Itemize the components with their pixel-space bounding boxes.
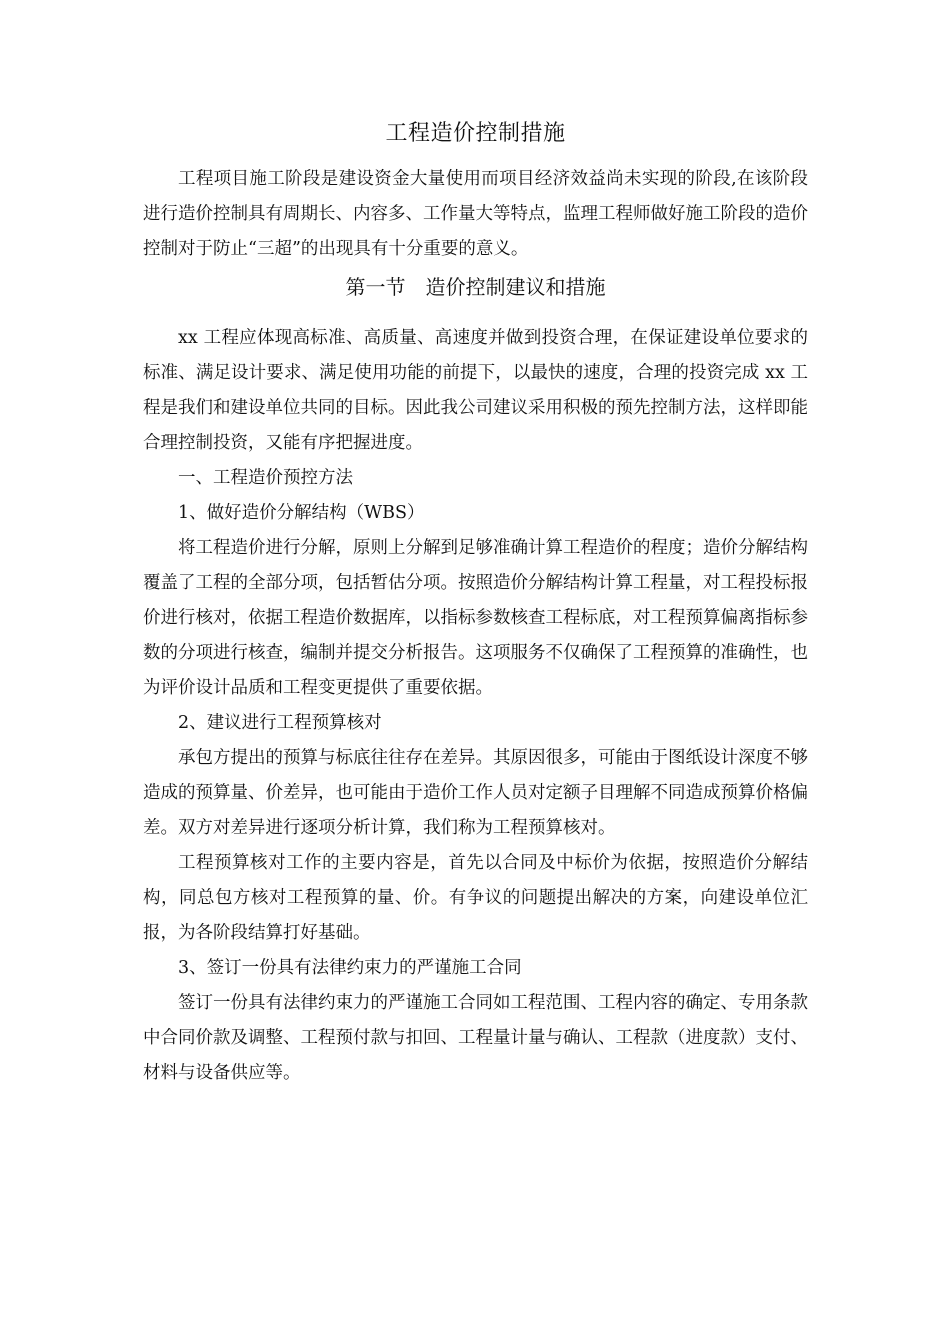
heading-wbs: 1、做好造价分解结构（WBS） <box>178 503 425 523</box>
paragraph-goal: xx 工程应体现高标准、高质量、高速度并做到投资合理，在保证建设单位要求的标准、满足设计要求、满足使用功能的前提下，以最快的速度，合理的投资完成 xx 工程是我们和建设单位共同的目标。因此我公司建议采用积极的预先控制方法，这样即能合理控制投资，又能有序把握进度。 <box>143 328 808 453</box>
heading-cost-precontrol: 一、工程造价预控方法 <box>178 468 353 488</box>
paragraph-budget-diff: 承包方提出的预算与标底往往存在差异。其原因很多，可能由于图纸设计深度不够造成的预算量、价差异，也可能由于造价工作人员对定额子目理解不同造成预算价格偏差。双方对差异进行逐项分析计算，我们称为工程预算核对。 <box>143 748 808 838</box>
heading-budget-check: 2、建议进行工程预算核对 <box>178 713 382 733</box>
section-title: 第一节 造价控制建议和措施 <box>345 275 606 299</box>
paragraph-contract: 签订一份具有法律约束力的严谨施工合同如工程范围、工程内容的确定、专用条款中合同价款及调整、工程预付款与扣回、工程量计量与确认、工程款（进度款）支付、材料与设备供应等。 <box>143 993 808 1083</box>
document-title: 工程造价控制措施 <box>385 121 566 146</box>
intro-paragraph: 工程项目施工阶段是建设资金大量使用而项目经济效益尚未实现的阶段,在该阶段进行造价控制具有周期长、内容多、工作量大等特点，监理工程师做好施工阶段的造价控制对于防止“三超”的出现具有十分重要的意义。 <box>143 169 808 259</box>
paragraph-wbs: 将工程造价进行分解，原则上分解到足够准确计算工程造价的程度；造价分解结构覆盖了工程的全部分项，包括暂估分项。按照造价分解结构计算工程量，对工程投标报价进行核对，依据工程造价数据库，以指标参数核查工程标底，对工程预算偏离指标参数的分项进行核查，编制并提交分析报告。这项服务不仅确保了工程预算的准确性，也为评价设计品质和工程变更提供了重要依据。 <box>143 538 808 698</box>
document-body <box>143 112 808 1091</box>
heading-contract: 3、签订一份具有法律约束力的严谨施工合同 <box>178 958 522 978</box>
paragraph-budget-check-content: 工程预算核对工作的主要内容是，首先以合同及中标价为依据，按照造价分解结构，同总包方核对工程预算的量、价。有争议的问题提出解决的方案，向建设单位汇报，为各阶段结算打好基础。 <box>143 853 808 943</box>
